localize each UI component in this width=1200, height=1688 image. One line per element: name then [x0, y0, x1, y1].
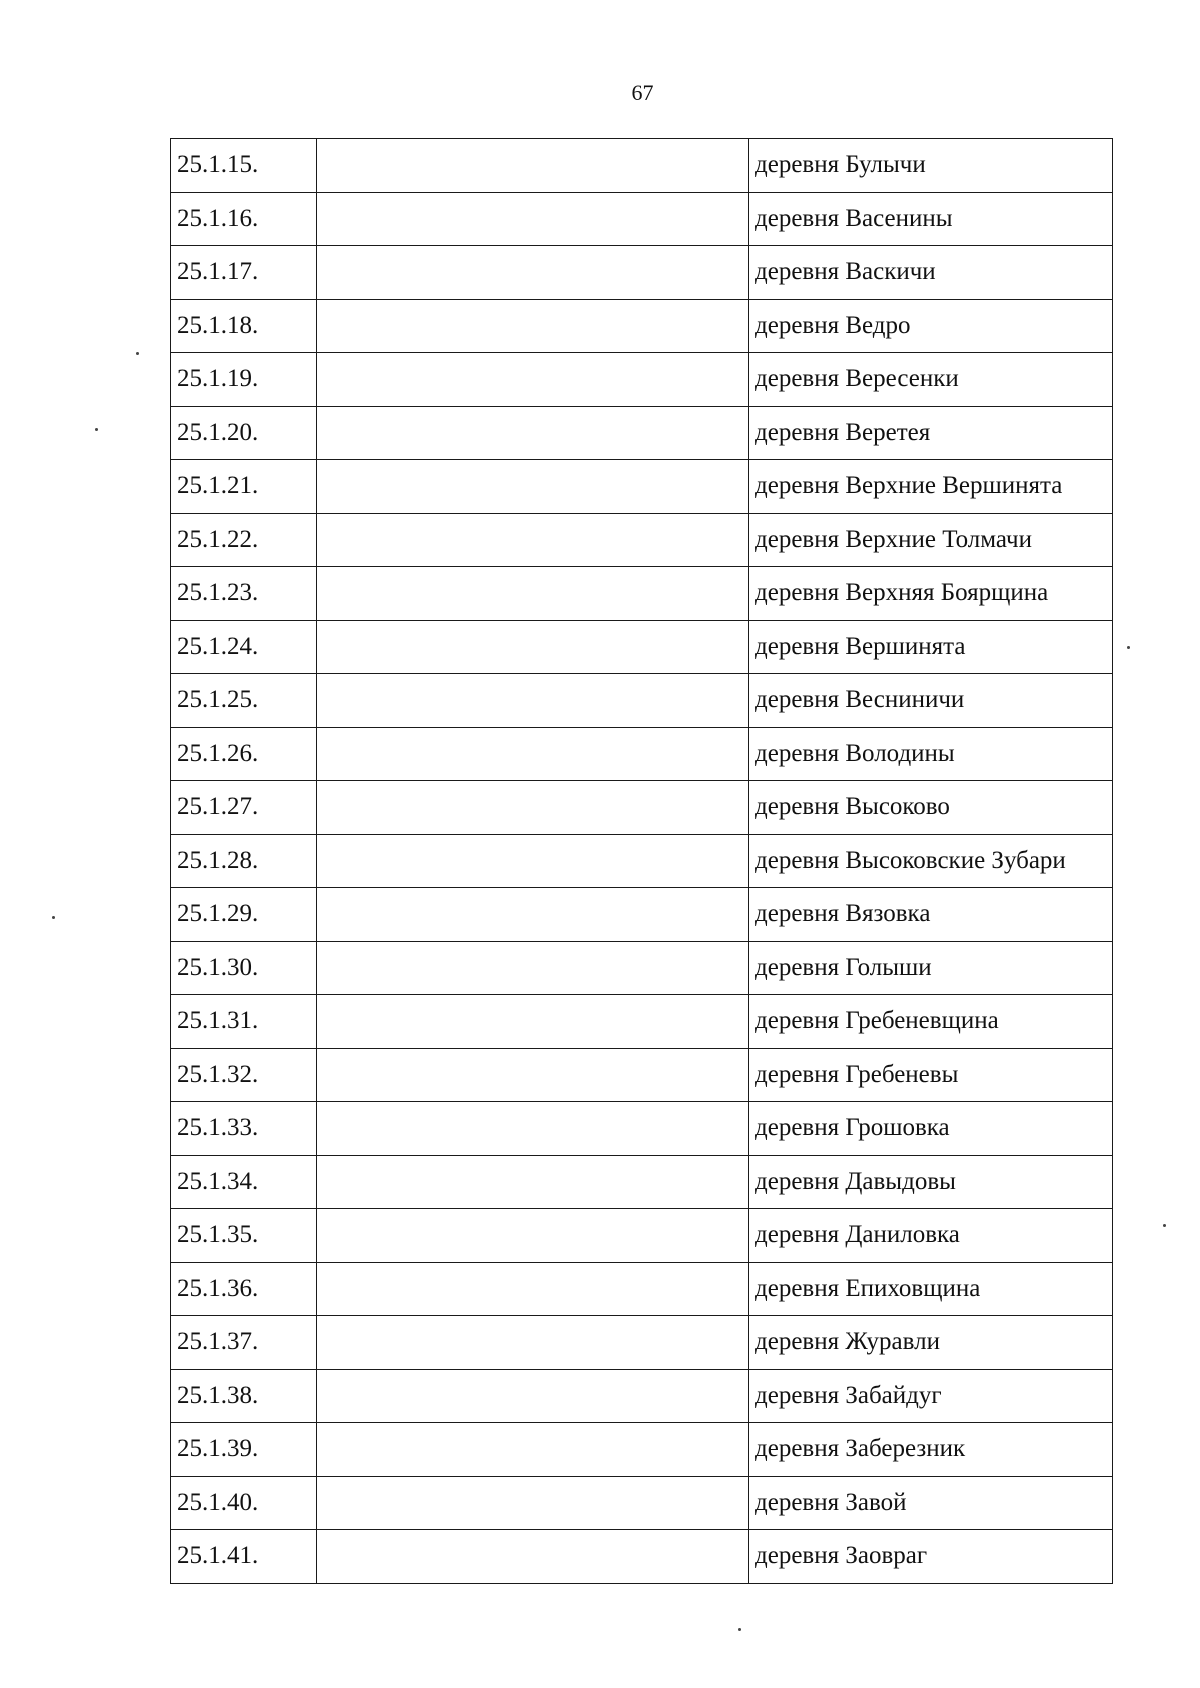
row-number-cell: 25.1.31. — [171, 995, 317, 1049]
empty-cell — [317, 1369, 749, 1423]
row-number-cell: 25.1.24. — [171, 620, 317, 674]
empty-cell — [317, 727, 749, 781]
settlement-name-cell: деревня Завой — [749, 1476, 1113, 1530]
settlement-name-cell: деревня Забайдуг — [749, 1369, 1113, 1423]
row-number-cell: 25.1.37. — [171, 1316, 317, 1370]
settlement-name-cell: деревня Верхние Толмачи — [749, 513, 1113, 567]
row-number-cell: 25.1.16. — [171, 192, 317, 246]
table-row — [171, 1209, 1113, 1263]
empty-cell — [317, 513, 749, 567]
row-number-cell: 25.1.22. — [171, 513, 317, 567]
page-number: 67 — [631, 80, 654, 105]
empty-cell — [317, 1530, 749, 1584]
table-row — [171, 1155, 1113, 1209]
empty-cell — [317, 1209, 749, 1263]
empty-cell — [317, 781, 749, 835]
settlements-table-body — [171, 139, 1113, 1584]
empty-cell — [317, 1155, 749, 1209]
empty-cell — [317, 1102, 749, 1156]
row-number-cell: 25.1.29. — [171, 888, 317, 942]
scan-speck — [52, 916, 55, 919]
empty-cell — [317, 299, 749, 353]
empty-cell — [317, 246, 749, 300]
settlement-name-cell: деревня Голыши — [749, 941, 1113, 995]
table-row — [171, 888, 1113, 942]
scan-speck — [1127, 646, 1130, 649]
settlement-name-cell: деревня Васкичи — [749, 246, 1113, 300]
table-row — [171, 1048, 1113, 1102]
settlement-name-cell: деревня Заовраг — [749, 1530, 1113, 1584]
row-number-cell: 25.1.25. — [171, 674, 317, 728]
row-number-cell: 25.1.15. — [171, 139, 317, 193]
settlement-name-cell: деревня Давыдовы — [749, 1155, 1113, 1209]
settlement-name-cell: деревня Булычи — [749, 139, 1113, 193]
scan-speck — [738, 1628, 741, 1631]
settlement-name-cell: деревня Гребеневы — [749, 1048, 1113, 1102]
row-number-cell: 25.1.27. — [171, 781, 317, 835]
settlement-name-cell: деревня Гребеневщина — [749, 995, 1113, 1049]
table-row — [171, 1262, 1113, 1316]
settlement-name-cell: деревня Журавли — [749, 1316, 1113, 1370]
settlement-name-cell: деревня Грошовка — [749, 1102, 1113, 1156]
settlement-name-cell: деревня Володины — [749, 727, 1113, 781]
settlement-name-cell: деревня Высоковские Зубари — [749, 834, 1113, 888]
table-row — [171, 620, 1113, 674]
table-row — [171, 246, 1113, 300]
empty-cell — [317, 1048, 749, 1102]
row-number-cell: 25.1.34. — [171, 1155, 317, 1209]
row-number-cell: 25.1.28. — [171, 834, 317, 888]
table-row — [171, 513, 1113, 567]
empty-cell — [317, 834, 749, 888]
settlement-name-cell: деревня Высоково — [749, 781, 1113, 835]
empty-cell — [317, 1262, 749, 1316]
row-number-cell: 25.1.30. — [171, 941, 317, 995]
table-row — [171, 727, 1113, 781]
empty-cell — [317, 995, 749, 1049]
empty-cell — [317, 1476, 749, 1530]
empty-cell — [317, 1316, 749, 1370]
scan-speck — [1163, 1224, 1166, 1227]
empty-cell — [317, 674, 749, 728]
row-number-cell: 25.1.23. — [171, 567, 317, 621]
settlement-name-cell: деревня Заберезник — [749, 1423, 1113, 1477]
row-number-cell: 25.1.26. — [171, 727, 317, 781]
settlement-name-cell: деревня Васенины — [749, 192, 1113, 246]
settlement-name-cell: деревня Ведро — [749, 299, 1113, 353]
settlement-name-cell: деревня Даниловка — [749, 1209, 1113, 1263]
empty-cell — [317, 353, 749, 407]
row-number-cell: 25.1.33. — [171, 1102, 317, 1156]
empty-cell — [317, 406, 749, 460]
row-number-cell: 25.1.20. — [171, 406, 317, 460]
settlement-name-cell: деревня Епиховщина — [749, 1262, 1113, 1316]
row-number-cell: 25.1.21. — [171, 460, 317, 514]
scan-speck — [95, 428, 98, 431]
table-row — [171, 1369, 1113, 1423]
empty-cell — [317, 1423, 749, 1477]
empty-cell — [317, 567, 749, 621]
settlement-name-cell: деревня Вершинята — [749, 620, 1113, 674]
empty-cell — [317, 139, 749, 193]
table-row — [171, 674, 1113, 728]
row-number-cell: 25.1.17. — [171, 246, 317, 300]
table-row — [171, 406, 1113, 460]
settlement-name-cell: деревня Вязовка — [749, 888, 1113, 942]
table-row — [171, 834, 1113, 888]
row-number-cell: 25.1.35. — [171, 1209, 317, 1263]
row-number-cell: 25.1.19. — [171, 353, 317, 407]
table-row — [171, 353, 1113, 407]
empty-cell — [317, 192, 749, 246]
row-number-cell: 25.1.32. — [171, 1048, 317, 1102]
table-row — [171, 1102, 1113, 1156]
row-number-cell: 25.1.40. — [171, 1476, 317, 1530]
settlement-name-cell: деревня Вересенки — [749, 353, 1113, 407]
table-row — [171, 1476, 1113, 1530]
table-row — [171, 781, 1113, 835]
table-row — [171, 1423, 1113, 1477]
row-number-cell: 25.1.39. — [171, 1423, 317, 1477]
row-number-cell: 25.1.36. — [171, 1262, 317, 1316]
table-row — [171, 941, 1113, 995]
table-row — [171, 299, 1113, 353]
settlement-name-cell: деревня Верхняя Боярщина — [749, 567, 1113, 621]
table-row — [171, 1316, 1113, 1370]
table-row — [171, 460, 1113, 514]
table-row — [171, 139, 1113, 193]
settlement-name-cell: деревня Верхние Вершинята — [749, 460, 1113, 514]
settlements-table — [170, 138, 1113, 1584]
row-number-cell: 25.1.18. — [171, 299, 317, 353]
table-row — [171, 567, 1113, 621]
table-row — [171, 1530, 1113, 1584]
row-number-cell: 25.1.38. — [171, 1369, 317, 1423]
empty-cell — [317, 620, 749, 674]
empty-cell — [317, 460, 749, 514]
scan-speck — [136, 352, 139, 355]
table-row — [171, 192, 1113, 246]
row-number-cell: 25.1.41. — [171, 1530, 317, 1584]
table-row — [171, 995, 1113, 1049]
empty-cell — [317, 941, 749, 995]
empty-cell — [317, 888, 749, 942]
settlement-name-cell: деревня Веретея — [749, 406, 1113, 460]
settlement-name-cell: деревня Весниничи — [749, 674, 1113, 728]
